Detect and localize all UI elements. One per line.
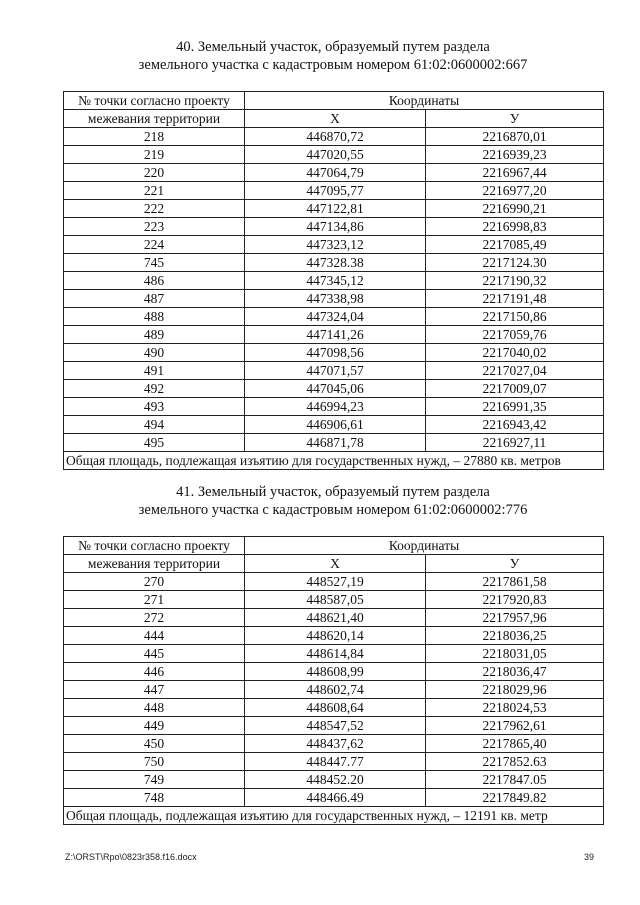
- x-coordinate-cell: 447064,79: [245, 164, 426, 182]
- table-body: [64, 128, 604, 452]
- table-row: [64, 416, 604, 434]
- footer-page-number: 39: [584, 852, 595, 862]
- y-coordinate-cell: 2217150,86: [426, 308, 604, 326]
- x-coordinate-cell: 447338,98: [245, 290, 426, 308]
- table-row: [64, 789, 604, 807]
- y-coordinate-cell: 2217190,32: [426, 272, 604, 290]
- point-number-cell: 444: [64, 627, 245, 645]
- x-coordinate-cell: 447134,86: [245, 218, 426, 236]
- point-number-cell: 272: [64, 609, 245, 627]
- point-number-cell: 446: [64, 663, 245, 681]
- point-number-cell: 495: [64, 434, 245, 452]
- y-coordinate-cell: 2216998,83: [426, 218, 604, 236]
- x-coordinate-cell: 448452.20: [245, 771, 426, 789]
- header-y: У: [426, 110, 604, 128]
- x-coordinate-cell: 448587,05: [245, 591, 426, 609]
- x-coordinate-cell: 447345,12: [245, 272, 426, 290]
- header-x: Х: [245, 555, 426, 573]
- table-row: [64, 753, 604, 771]
- land-plot-section-40: [63, 38, 603, 470]
- y-coordinate-cell: 2216977,20: [426, 182, 604, 200]
- y-coordinate-cell: 2217847.05: [426, 771, 604, 789]
- section-title-line1: 41. Земельный участок, образуемый путем раздела: [176, 484, 490, 500]
- header-coordinates: Координаты: [245, 537, 604, 555]
- y-coordinate-cell: 2218036,25: [426, 627, 604, 645]
- x-coordinate-cell: 447095,77: [245, 182, 426, 200]
- x-coordinate-cell: 447071,57: [245, 362, 426, 380]
- x-coordinate-cell: 447020,55: [245, 146, 426, 164]
- table-row: [64, 362, 604, 380]
- point-number-cell: 220: [64, 164, 245, 182]
- x-coordinate-cell: 447045,06: [245, 380, 426, 398]
- y-coordinate-cell: 2217009,07: [426, 380, 604, 398]
- table-row: [64, 218, 604, 236]
- footer-file-path: Z:\ORST\Rpo\0823r358.f16.docx: [65, 852, 197, 862]
- point-number-cell: 218: [64, 128, 245, 146]
- point-number-cell: 491: [64, 362, 245, 380]
- point-number-cell: 749: [64, 771, 245, 789]
- section-title-line2: земельного участка с кадастровым номером 61:02:0600002:667: [138, 57, 528, 73]
- point-number-cell: 271: [64, 591, 245, 609]
- point-number-cell: 224: [64, 236, 245, 254]
- section-title: [63, 38, 603, 74]
- x-coordinate-cell: 448602,74: [245, 681, 426, 699]
- point-number-cell: 221: [64, 182, 245, 200]
- y-coordinate-cell: 2216870,01: [426, 128, 604, 146]
- table-row: [64, 663, 604, 681]
- point-number-cell: 748: [64, 789, 245, 807]
- table-row: [64, 645, 604, 663]
- x-coordinate-cell: 447141,26: [245, 326, 426, 344]
- x-coordinate-cell: 448527,19: [245, 573, 426, 591]
- header-y: У: [426, 555, 604, 573]
- total-area: Общая площадь, подлежащая изъятию для государственных нужд, – 27880 кв. метров: [64, 452, 604, 470]
- total-area: Общая площадь, подлежащая изъятию для государственных нужд, – 12191 кв. метр: [64, 807, 604, 825]
- point-number-cell: 219: [64, 146, 245, 164]
- point-number-cell: 222: [64, 200, 245, 218]
- table-row: [64, 771, 604, 789]
- y-coordinate-cell: 2218029,96: [426, 681, 604, 699]
- table-row: [64, 717, 604, 735]
- x-coordinate-cell: 448608,64: [245, 699, 426, 717]
- x-coordinate-cell: 448547,52: [245, 717, 426, 735]
- table-row: [64, 290, 604, 308]
- y-coordinate-cell: 2216939,23: [426, 146, 604, 164]
- point-number-cell: 489: [64, 326, 245, 344]
- table-row: [64, 128, 604, 146]
- point-number-cell: 494: [64, 416, 245, 434]
- table-row: [64, 146, 604, 164]
- point-number-cell: 493: [64, 398, 245, 416]
- x-coordinate-cell: 448621,40: [245, 609, 426, 627]
- point-number-cell: 487: [64, 290, 245, 308]
- y-coordinate-cell: 2217957,96: [426, 609, 604, 627]
- header-coordinates: Координаты: [245, 92, 604, 110]
- header-point-number-cont: межевания территории: [64, 110, 245, 128]
- table-row: [64, 398, 604, 416]
- point-number-cell: 448: [64, 699, 245, 717]
- point-number-cell: 447: [64, 681, 245, 699]
- y-coordinate-cell: 2216943,42: [426, 416, 604, 434]
- point-number-cell: 490: [64, 344, 245, 362]
- y-coordinate-cell: 2217124.30: [426, 254, 604, 272]
- x-coordinate-cell: 447324,04: [245, 308, 426, 326]
- x-coordinate-cell: 447122,81: [245, 200, 426, 218]
- x-coordinate-cell: 446994,23: [245, 398, 426, 416]
- section-title: [63, 483, 603, 519]
- table-row: [64, 272, 604, 290]
- x-coordinate-cell: 447323,12: [245, 236, 426, 254]
- table-row: [64, 380, 604, 398]
- x-coordinate-cell: 448437,62: [245, 735, 426, 753]
- y-coordinate-cell: 2217849.82: [426, 789, 604, 807]
- table-row: [64, 254, 604, 272]
- point-number-cell: 492: [64, 380, 245, 398]
- y-coordinate-cell: 2217962,61: [426, 717, 604, 735]
- table-row: [64, 699, 604, 717]
- x-coordinate-cell: 446906,61: [245, 416, 426, 434]
- point-number-cell: 445: [64, 645, 245, 663]
- y-coordinate-cell: 2217040,02: [426, 344, 604, 362]
- table-row: [64, 200, 604, 218]
- table-row: [64, 236, 604, 254]
- y-coordinate-cell: 2217865,40: [426, 735, 604, 753]
- y-coordinate-cell: 2217191,48: [426, 290, 604, 308]
- y-coordinate-cell: 2216967,44: [426, 164, 604, 182]
- table-row: [64, 326, 604, 344]
- x-coordinate-cell: 448447.77: [245, 753, 426, 771]
- header-x: Х: [245, 110, 426, 128]
- header-point-number: № точки согласно проекту: [64, 537, 245, 555]
- table-row: [64, 182, 604, 200]
- y-coordinate-cell: 2217861,58: [426, 573, 604, 591]
- y-coordinate-cell: 2216990,21: [426, 200, 604, 218]
- y-coordinate-cell: 2216991,35: [426, 398, 604, 416]
- point-number-cell: 488: [64, 308, 245, 326]
- point-number-cell: 223: [64, 218, 245, 236]
- y-coordinate-cell: 2216927,11: [426, 434, 604, 452]
- point-number-cell: 449: [64, 717, 245, 735]
- x-coordinate-cell: 448620,14: [245, 627, 426, 645]
- table-row: [64, 308, 604, 326]
- x-coordinate-cell: 448614,84: [245, 645, 426, 663]
- section-title-line2: земельного участка с кадастровым номером 61:02:0600002:776: [138, 502, 528, 518]
- x-coordinate-cell: 446871,78: [245, 434, 426, 452]
- point-number-cell: 486: [64, 272, 245, 290]
- table-row: [64, 591, 604, 609]
- x-coordinate-cell: 448608,99: [245, 663, 426, 681]
- point-number-cell: 450: [64, 735, 245, 753]
- y-coordinate-cell: 2217920,83: [426, 591, 604, 609]
- coordinates-table: [63, 536, 604, 825]
- table-row: [64, 735, 604, 753]
- y-coordinate-cell: 2218036,47: [426, 663, 604, 681]
- coordinates-table: [63, 91, 604, 470]
- x-coordinate-cell: 446870,72: [245, 128, 426, 146]
- header-point-number: № точки согласно проекту: [64, 92, 245, 110]
- table-row: [64, 573, 604, 591]
- table-row: [64, 344, 604, 362]
- y-coordinate-cell: 2217085,49: [426, 236, 604, 254]
- land-plot-section-41: [63, 483, 603, 825]
- point-number-cell: 270: [64, 573, 245, 591]
- table-row: [64, 434, 604, 452]
- y-coordinate-cell: 2218031,05: [426, 645, 604, 663]
- y-coordinate-cell: 2217852.63: [426, 753, 604, 771]
- point-number-cell: 750: [64, 753, 245, 771]
- table-row: [64, 164, 604, 182]
- table-row: [64, 609, 604, 627]
- point-number-cell: 745: [64, 254, 245, 272]
- x-coordinate-cell: 447098,56: [245, 344, 426, 362]
- y-coordinate-cell: 2218024,53: [426, 699, 604, 717]
- y-coordinate-cell: 2217059,76: [426, 326, 604, 344]
- table-body: [64, 573, 604, 807]
- section-title-line1: 40. Земельный участок, образуемый путем раздела: [176, 39, 490, 55]
- table-row: [64, 681, 604, 699]
- table-row: [64, 627, 604, 645]
- header-point-number-cont: межевания территории: [64, 555, 245, 573]
- x-coordinate-cell: 447328.38: [245, 254, 426, 272]
- x-coordinate-cell: 448466.49: [245, 789, 426, 807]
- y-coordinate-cell: 2217027,04: [426, 362, 604, 380]
